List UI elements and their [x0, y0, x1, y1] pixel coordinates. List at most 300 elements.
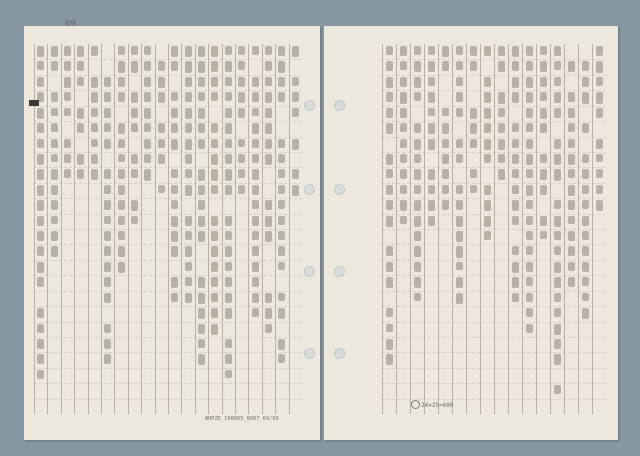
handwriting-stroke: [442, 108, 449, 117]
handwriting-stroke: [37, 169, 44, 180]
handwriting-stroke: [104, 77, 111, 88]
grid-row-line: [34, 244, 302, 245]
handwriting-stroke: [77, 108, 84, 119]
handwriting-stroke: [104, 354, 111, 363]
handwriting-stroke: [37, 108, 44, 119]
handwriting-stroke: [554, 92, 561, 103]
handwriting-stroke: [568, 200, 575, 210]
handwriting-stroke: [386, 308, 393, 317]
handwriting-stroke: [512, 92, 519, 103]
handwriting-stroke: [185, 293, 192, 303]
handwriting-stroke: [442, 169, 449, 179]
handwriting-stroke: [131, 154, 138, 164]
handwriting-stroke: [414, 77, 421, 88]
handwriting-stroke: [252, 262, 259, 273]
punch-hole: [334, 348, 345, 359]
grid-row-line: [34, 152, 302, 153]
handwriting-stroke: [144, 46, 151, 55]
handwriting-stroke: [554, 46, 561, 56]
grid-row-line: [382, 352, 606, 353]
handwriting-stroke: [414, 246, 421, 256]
handwriting-stroke: [554, 154, 561, 165]
handwriting-stroke: [51, 123, 58, 132]
handwriting-stroke: [582, 262, 589, 272]
grid-row-line: [34, 214, 302, 215]
handwriting-stroke: [428, 77, 435, 86]
handwriting-stroke: [225, 154, 232, 165]
handwriting-stroke: [252, 216, 259, 227]
handwriting-stroke: [252, 169, 259, 179]
handwriting-stroke: [171, 200, 178, 209]
handwriting-stroke: [456, 185, 463, 194]
handwriting-stroke: [91, 169, 98, 179]
handwriting-stroke: [225, 277, 232, 286]
handwriting-stroke: [185, 262, 192, 271]
handwriting-stroke: [265, 139, 272, 150]
handwriting-stroke: [118, 216, 125, 225]
handwriting-stroke: [185, 139, 192, 150]
handwriting-stroke: [554, 231, 561, 240]
handwriting-stroke: [131, 92, 138, 103]
handwriting-stroke: [37, 123, 44, 133]
handwriting-stroke: [252, 277, 259, 287]
handwriting-stroke: [104, 92, 111, 102]
handwriting-stroke: [596, 169, 603, 178]
grid-row-line: [382, 260, 606, 261]
handwriting-stroke: [456, 154, 463, 163]
handwriting-stroke: [158, 154, 165, 164]
handwriting-stroke: [278, 354, 285, 363]
grid-row-line: [382, 198, 606, 199]
handwriting-stroke: [568, 139, 575, 149]
handwriting-stroke: [386, 61, 393, 71]
handwriting-stroke: [265, 216, 272, 227]
handwriting-stroke: [470, 61, 477, 71]
handwriting-stroke: [51, 61, 58, 70]
handwriting-stroke: [596, 139, 603, 149]
handwriting-stroke: [484, 200, 491, 211]
handwriting-stroke: [171, 46, 178, 57]
handwriting-stroke: [554, 246, 561, 255]
handwriting-stroke: [456, 139, 463, 149]
handwriting-stroke: [414, 92, 421, 101]
handwriting-stroke: [37, 46, 44, 57]
grid-row-line: [34, 368, 302, 369]
handwriting-stroke: [118, 185, 125, 195]
handwriting-stroke: [568, 123, 575, 132]
handwriting-stroke: [582, 293, 589, 302]
handwriting-stroke: [144, 123, 151, 132]
handwriting-stroke: [386, 339, 393, 350]
handwriting-stroke: [596, 185, 603, 194]
handwriting-stroke: [225, 231, 232, 240]
handwriting-stroke: [104, 139, 111, 149]
handwriting-stroke: [252, 92, 259, 102]
handwriting-stroke: [386, 185, 393, 195]
handwriting-stroke: [400, 108, 407, 119]
handwriting-stroke: [144, 92, 151, 101]
handwriting-stroke: [278, 92, 285, 102]
grid-row-line: [34, 137, 302, 138]
grid-row-line: [34, 167, 302, 168]
handwriting-stroke: [118, 46, 125, 55]
handwriting-stroke: [144, 61, 151, 71]
handwriting-stroke: [526, 185, 533, 196]
handwriting-stroke: [171, 139, 178, 150]
handwriting-stroke: [554, 308, 561, 316]
handwriting-stroke: [540, 92, 547, 101]
handwriting-stroke: [198, 216, 205, 227]
handwriting-stroke: [526, 123, 533, 131]
grid-row-line: [34, 291, 302, 292]
grid-row-line: [34, 352, 302, 353]
handwriting-stroke: [104, 231, 111, 241]
handwriting-stroke: [526, 92, 533, 103]
handwriting-stroke: [225, 185, 232, 195]
handwriting-stroke: [554, 324, 561, 335]
handwriting-stroke: [568, 246, 575, 256]
handwriting-stroke: [540, 108, 547, 119]
handwriting-stroke: [158, 123, 165, 133]
handwriting-stroke: [118, 61, 125, 72]
grid-row-line: [34, 383, 302, 384]
handwriting-stroke: [386, 108, 393, 119]
handwriting-stroke: [386, 324, 393, 333]
handwriting-stroke: [225, 123, 232, 134]
handwriting-stroke: [211, 169, 218, 180]
handwriting-stroke: [225, 246, 232, 257]
handwriting-stroke: [484, 154, 491, 163]
handwriting-stroke: [144, 108, 151, 119]
handwriting-stroke: [554, 108, 561, 119]
grid-row-line: [34, 229, 302, 230]
handwriting-stroke: [104, 324, 111, 334]
handwriting-stroke: [252, 293, 259, 303]
handwriting-stroke: [51, 46, 58, 57]
handwriting-stroke: [554, 61, 561, 70]
handwriting-stroke: [470, 139, 477, 149]
handwriting-stroke: [171, 246, 178, 257]
grid-row-line: [382, 152, 606, 153]
grid-row-line: [34, 322, 302, 323]
handwriting-stroke: [198, 354, 205, 364]
handwriting-stroke: [484, 77, 491, 87]
handwriting-stroke: [470, 185, 477, 194]
handwriting-stroke: [292, 139, 299, 150]
handwriting-stroke: [456, 216, 463, 227]
handwriting-stroke: [442, 139, 449, 148]
handwriting-stroke: [238, 77, 245, 87]
handwriting-stroke: [104, 185, 111, 194]
handwriting-stroke: [185, 277, 192, 286]
handwriting-stroke: [252, 77, 259, 87]
handwriting-stroke: [582, 246, 589, 256]
handwriting-stroke: [414, 139, 421, 150]
handwriting-stroke: [428, 46, 435, 55]
handwriting-stroke: [225, 77, 232, 86]
handwriting-stroke: [265, 61, 272, 71]
handwriting-stroke: [442, 61, 449, 70]
handwriting-stroke: [225, 108, 232, 118]
handwriting-stroke: [278, 339, 285, 350]
handwriting-stroke: [292, 92, 299, 102]
handwriting-stroke: [104, 169, 111, 179]
handwriting-stroke: [91, 139, 98, 148]
handwriting-stroke: [118, 92, 125, 102]
handwriting-stroke: [292, 77, 299, 86]
handwriting-stroke: [582, 61, 589, 71]
handwriting-stroke: [185, 154, 192, 164]
handwriting-stroke: [91, 46, 98, 56]
paper-spec: 24×25=600: [421, 402, 454, 409]
handwriting-stroke: [118, 262, 125, 273]
handwriting-stroke: [211, 61, 218, 72]
handwriting-stroke: [37, 61, 44, 70]
handwriting-stroke: [526, 231, 533, 240]
handwriting-stroke: [278, 61, 285, 72]
handwriting-stroke: [104, 216, 111, 225]
handwriting-stroke: [171, 61, 178, 71]
handwriting-stroke: [118, 246, 125, 256]
handwriting-stroke: [238, 46, 245, 55]
grid-row-line: [382, 229, 606, 230]
handwriting-stroke: [414, 185, 421, 194]
handwriting-stroke: [526, 200, 533, 209]
handwriting-stroke: [386, 123, 393, 133]
grid-row-line: [34, 90, 302, 91]
handwriting-stroke: [292, 169, 299, 179]
handwriting-stroke: [171, 108, 178, 118]
handwriting-stroke: [238, 92, 245, 103]
handwriting-stroke: [386, 46, 393, 55]
handwriting-stroke: [442, 46, 449, 57]
handwriting-stroke: [131, 200, 138, 211]
handwriting-stroke: [64, 139, 71, 148]
handwriting-stroke: [470, 108, 477, 119]
handwriting-stroke: [265, 92, 272, 103]
handwriting-stroke: [252, 308, 259, 317]
handwriting-stroke: [456, 277, 463, 288]
grid-row-line: [34, 337, 302, 338]
handwriting-stroke: [582, 200, 589, 209]
handwriting-stroke: [185, 46, 192, 57]
handwriting-stroke: [414, 46, 421, 55]
handwriting-stroke: [51, 169, 58, 179]
handwriting-stroke: [512, 246, 519, 255]
handwriting-stroke: [540, 216, 547, 226]
handwriting-stroke: [225, 370, 232, 379]
handwriting-stroke: [37, 324, 44, 334]
handwriting-stroke: [51, 139, 58, 149]
handwriting-stroke: [77, 123, 84, 133]
handwriting-stroke: [414, 216, 421, 227]
handwriting-stroke: [104, 123, 111, 132]
handwriting-stroke: [414, 61, 421, 72]
handwriting-stroke: [171, 277, 178, 288]
handwriting-stroke: [512, 185, 519, 194]
handwriting-stroke: [596, 46, 603, 56]
handwriting-stroke: [526, 324, 533, 333]
handwriting-stroke: [64, 46, 71, 56]
handwriting-stroke: [37, 139, 44, 149]
handwriting-stroke: [540, 123, 547, 133]
handwriting-stroke: [512, 61, 519, 70]
handwriting-stroke: [292, 108, 299, 118]
handwriting-stroke: [77, 77, 84, 86]
handwriting-stroke: [386, 246, 393, 255]
handwriting-stroke: [198, 61, 205, 72]
handwriting-stroke: [526, 46, 533, 56]
handwriting-stroke: [51, 216, 58, 225]
handwriting-stroke: [198, 169, 205, 180]
handwriting-stroke: [554, 139, 561, 149]
handwriting-stroke: [470, 46, 477, 56]
handwriting-stroke: [278, 46, 285, 56]
handwriting-stroke: [568, 185, 575, 196]
handwriting-stroke: [265, 154, 272, 165]
grid-row-line: [34, 121, 302, 122]
handwriting-stroke: [238, 169, 245, 178]
handwriting-stroke: [185, 216, 192, 226]
handwriting-stroke: [265, 293, 272, 304]
handwriting-stroke: [484, 216, 491, 227]
grid-row-line: [382, 59, 606, 60]
handwriting-stroke: [265, 123, 272, 134]
handwriting-stroke: [51, 200, 58, 209]
handwriting-stroke: [198, 46, 205, 57]
handwriting-stroke: [225, 308, 232, 319]
handwriting-stroke: [211, 154, 218, 165]
handwriting-stroke: [526, 293, 533, 303]
grid-row-line: [382, 275, 606, 276]
handwriting-stroke: [414, 277, 421, 288]
handwriting-stroke: [386, 262, 393, 273]
punch-hole: [304, 100, 315, 111]
handwriting-stroke: [252, 200, 259, 209]
handwriting-stroke: [171, 169, 178, 178]
handwriting-stroke: [64, 61, 71, 71]
grid-row-line: [34, 183, 302, 184]
handwriting-stroke: [64, 169, 71, 178]
handwriting-stroke: [526, 77, 533, 88]
handwriting-stroke: [484, 46, 491, 56]
grid-row-line: [382, 214, 606, 215]
handwriting-stroke: [144, 169, 151, 180]
handwriting-stroke: [386, 200, 393, 210]
handwriting-stroke: [225, 262, 232, 271]
grid-row-line: [382, 106, 606, 107]
handwriting-stroke: [37, 277, 44, 287]
handwriting-stroke: [198, 231, 205, 242]
handwriting-stroke: [512, 277, 519, 288]
handwriting-stroke: [414, 154, 421, 163]
left-manuscript-page: [24, 26, 320, 440]
handwriting-stroke: [428, 123, 435, 134]
handwriting-stroke: [77, 154, 84, 165]
handwriting-stroke: [158, 61, 165, 71]
handwriting-stroke: [596, 61, 603, 72]
handwriting-stroke: [428, 200, 435, 211]
handwriting-stroke: [540, 46, 547, 55]
handwriting-stroke: [265, 200, 272, 210]
handwriting-stroke: [37, 200, 44, 211]
handwriting-stroke: [131, 169, 138, 178]
handwriting-stroke: [37, 77, 44, 87]
handwriting-stroke: [77, 46, 84, 57]
grid-row-line: [382, 306, 606, 307]
handwriting-stroke: [64, 154, 71, 163]
handwriting-stroke: [144, 139, 151, 149]
handwriting-stroke: [596, 92, 603, 103]
handwriting-stroke: [512, 216, 519, 226]
handwriting-stroke: [498, 139, 505, 150]
handwriting-stroke: [238, 61, 245, 69]
handwriting-stroke: [37, 339, 44, 350]
handwriting-stroke: [37, 185, 44, 196]
handwriting-stroke: [484, 231, 491, 240]
handwriting-stroke: [526, 154, 533, 165]
handwriting-stroke: [582, 231, 589, 240]
handwriting-stroke: [278, 216, 285, 225]
punch-hole: [334, 184, 345, 195]
handwriting-stroke: [400, 200, 407, 210]
handwriting-stroke: [37, 246, 44, 255]
handwriting-stroke: [171, 293, 178, 302]
handwriting-stroke: [568, 216, 575, 225]
handwriting-stroke: [400, 139, 407, 148]
handwriting-stroke: [498, 154, 505, 163]
handwriting-stroke: [37, 216, 44, 226]
handwriting-stroke: [568, 61, 575, 72]
handwriting-stroke: [582, 216, 589, 226]
handwriting-stroke: [456, 46, 463, 55]
handwriting-stroke: [414, 123, 421, 133]
handwriting-stroke: [198, 185, 205, 195]
handwriting-stroke: [568, 92, 575, 102]
grid-row-line: [382, 368, 606, 369]
handwriting-stroke: [225, 139, 232, 149]
handwriting-stroke: [484, 185, 491, 195]
handwriting-stroke: [51, 108, 58, 117]
handwriting-stroke: [211, 293, 218, 302]
handwriting-stroke: [64, 108, 71, 116]
handwriting-stroke: [144, 77, 151, 88]
handwriting-stroke: [265, 77, 272, 86]
handwriting-stroke: [91, 108, 98, 117]
handwriting-stroke: [91, 154, 98, 164]
handwriting-stroke: [540, 61, 547, 72]
handwriting-stroke: [512, 262, 519, 273]
handwriting-stroke: [252, 246, 259, 255]
handwriting-stroke: [400, 61, 407, 70]
handwriting-stroke: [198, 339, 205, 348]
handwriting-stroke: [265, 46, 272, 55]
handwriting-stroke: [185, 123, 192, 133]
handwriting-stroke: [278, 139, 285, 149]
handwriting-stroke: [211, 92, 218, 101]
grid-row-line: [34, 306, 302, 307]
handwriting-stroke: [512, 200, 519, 211]
handwriting-stroke: [64, 92, 71, 101]
handwriting-stroke: [185, 61, 192, 72]
handwriting-stroke: [582, 277, 589, 286]
handwriting-stroke: [456, 231, 463, 242]
handwriting-stroke: [118, 139, 125, 149]
handwriting-stroke: [171, 185, 178, 194]
handwriting-stroke: [526, 139, 533, 149]
handwriting-stroke: [278, 185, 285, 195]
handwriting-stroke: [596, 77, 603, 86]
